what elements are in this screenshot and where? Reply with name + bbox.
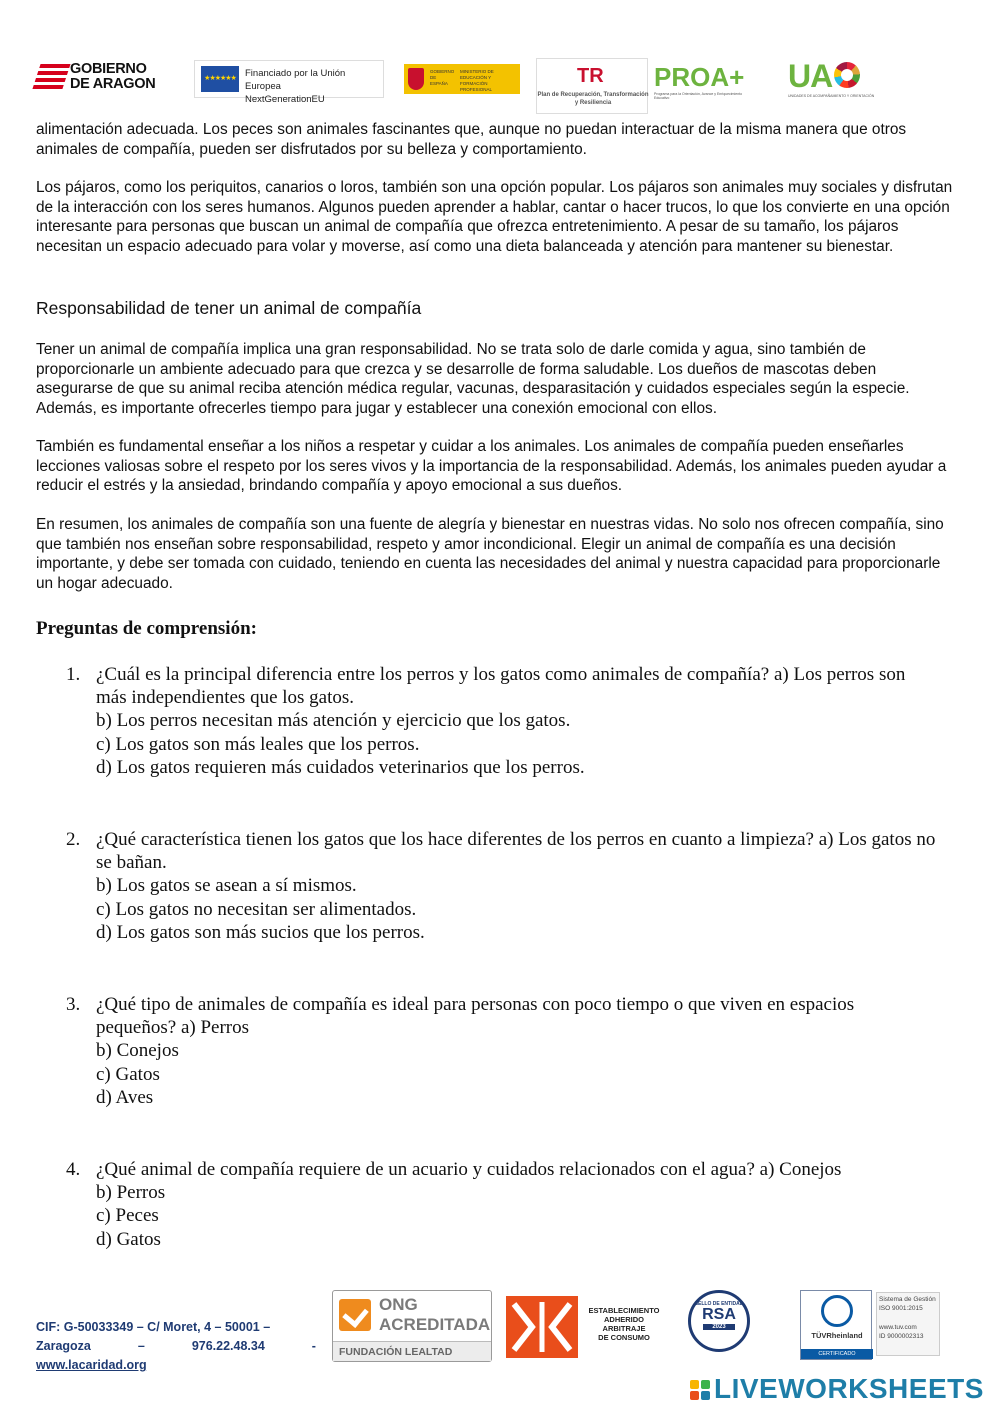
sdg-ring-icon [834,62,860,88]
liveworksheets-text: LIVEWORKSHEETS [714,1373,984,1404]
paragraph-peces: alimentación adecuada. Los peces son animales fascinantes que, aunque no puedan interactuar de la misma manera que otros animales de compañía, pueden ser disfrutados por su belleza y comportamiento. [36,121,907,158]
tuv-info4: ID 9000002313 [879,1333,924,1340]
option-b: b) Los gatos se asean a sí mismos. [96,875,357,897]
eu-line1: Financiado por la Unión Europea [245,68,346,92]
uao-text: UA [788,58,833,94]
questions-title: Preguntas de comprensión: [36,618,257,639]
est-line2: ADHERIDO [603,1315,644,1324]
option-d: d) Los gatos son más sucios que los perros. [96,921,425,943]
footer-contact [36,1318,316,1375]
rsa-seal [688,1290,750,1352]
uao-subtitle: UNIDADES DE ACOMPAÑAMIENTO Y ORIENTACIÓN [788,94,875,98]
est-line3: ARBITRAJE [602,1324,646,1333]
ong-line3: FUNDACIÓN LEALTAD [333,1341,491,1361]
question-text: ¿Qué tipo de animales de compañía es ideal para personas con poco tiempo o que viven en espacios pequeños? a) Perros [96,994,855,1039]
eu-line2: NextGenerationEU [245,94,325,105]
plan-recuperacion-logo [536,58,648,114]
contact-dash2: - [311,1339,316,1353]
contact-line1: CIF: G-50033349 – C/ Moret, 4 – 50001 – [36,1320,271,1334]
section-heading: Responsabilidad de tener un animal de compañía [36,298,422,318]
option-d: d) Aves [96,1086,154,1108]
header-logos [36,58,966,116]
eu-flag-icon: ★★★★★★ [201,66,239,92]
arbitraje-consumo-badge [506,1296,666,1358]
paragraph-pajaros: Los pájaros, como los periquitos, canarios o loros, también son una opción popular. Los pájaros son animales muy sociales y disfrutan de la interacción con los seres humanos. Algunos pueden aprender a hablar, cantar o hacer trucos, lo que los convierte en una opción interesante para personas que buscan un animal de compañía que ofrezca entretenimiento. A pesar de su tamaño, los pájaros necesitan un espacio adecuado para volar y moverse, así como una dieta balanceada y atención para mantener su bienestar. [36,179,953,255]
plan-mark: TR [577,65,604,87]
tuv-info1: Sistema de Gestión [879,1296,936,1303]
proa-subtitle: Programa para la Orientación, Avance y Enriquecimiento Educativo [654,92,743,100]
tuv-name: TÜVRheinland [811,1331,863,1340]
proa-text: PROA+ [654,62,745,92]
tuv-info3: www.tuv.com [879,1324,917,1331]
option-d: d) Gatos [96,1228,161,1250]
contact-dash: – [137,1339,145,1353]
option-c: c) Los gatos no necesitan ser alimentados. [96,898,417,920]
rsa-year: 2023 [703,1324,735,1330]
aragon-flag-icon [31,64,70,92]
est-line4: DE CONSUMO [598,1333,650,1342]
question-number: 4. [66,1159,81,1180]
gobierno-aragon-logo [36,60,176,98]
tuv-cert: CERTIFICADO [801,1349,873,1359]
ministerio-right-text: MINISTERIO DE EDUCACIÓN Y FORMACIÓN PROFESIONAL [460,69,494,92]
question-number: 1. [66,664,81,685]
option-b: b) Perros [96,1182,166,1204]
question-text: ¿Qué animal de compañía requiere de un acuario y cuidados relacionados con el agua? a) Conejos [96,1159,842,1180]
option-c: c) Los gatos son más leales que los perros. [96,733,420,755]
gobierno-line1: GOBIERNO [70,61,147,77]
option-b: b) Conejos [96,1040,179,1062]
ministerio-left-text: GOBIERNO DE ESPAÑA [430,69,455,86]
eu-funding-logo [194,60,384,105]
option-b: b) Los perros necesitan más atención y ejercicio que los gatos. [96,710,571,732]
liveworksheets-icon [690,1380,710,1400]
tuv-info2: ISO 9001:2015 [879,1305,923,1312]
tuv-logo-icon [821,1295,853,1327]
contact-city: Zaragoza [36,1339,91,1353]
paragraph-ninos: También es fundamental enseñar a los niños a respetar y cuidar a los animales. Los animales de compañía pueden enseñarles lecciones valiosas sobre el respeto por los seres vivos y la importancia de la responsabilidad. Además, los animales pueden ayudar a reducir el estrés y la ansiedad, brindando compañía y apoyo emocional a sus dueños. [36,438,947,494]
question-text: ¿Qué característica tienen los gatos que los hace diferentes de los perros en cuanto a limpieza? a) Los gatos no se bañan. [96,829,936,874]
gobierno-line2: DE ARAGON [70,76,156,92]
ministerio-logo [404,64,520,94]
website-link[interactable]: www.lacaridad.org [36,1358,147,1372]
paragraph-resumen: En resumen, los animales de compañía son una fuente de alegría y bienestar en nuestras vidas. No solo nos ofrecen compañía, sino que también nos enseñan sobre responsabilidad, respeto y amor incondicional. Elegir un animal de compañía es una decisión importante, y debe ser tomada con cuidado, teniendo en cuenta las necesidades del animal y nuestra capacidad para proporcionarle un hogar adecuado. [36,516,944,592]
est-line1: ESTABLECIMIENTO [588,1306,660,1315]
uao-logo [788,58,878,102]
proa-logo [654,62,754,102]
contact-phone: 976.22.48.34 [191,1339,265,1353]
option-c: c) Gatos [96,1063,160,1085]
ong-acreditada-badge [332,1290,492,1362]
check-icon [339,1299,371,1331]
rsa-top: SELLO DE ENTIDAD [694,1301,744,1307]
option-d: d) Los gatos requieren más cuidados veterinarios que los perros. [96,756,585,778]
question-number: 2. [66,829,81,850]
tuv-certificate [800,1290,940,1360]
liveworksheets-brand [690,1372,990,1406]
rsa-mid: RSA [702,1306,736,1323]
plan-text: Plan de Recuperación, Transformación y Resiliencia [537,92,649,106]
question-number: 3. [66,994,81,1015]
option-c: c) Peces [96,1205,159,1227]
ong-line2: ACREDITADA [379,1315,491,1334]
question-text: ¿Cuál es la principal diferencia entre los perros y los gatos como animales de compañía? a) Los perros son más independientes que los gatos. [96,664,906,709]
arbitraje-icon [506,1296,578,1358]
spain-shield-icon [408,68,424,90]
paragraph-responsabilidad: Tener un animal de compañía implica una gran responsabilidad. No se trata solo de darle comida y agua, sino también de proporcionarle un ambiente adecuado para que crezca y se desarrolle de forma saludable. Los dueños de mascotas deben asegurarse de que su animal reciba atención médica regular, vacunas, desparasitación y cuidados especiales según la especie. Además, es importante ofrecerles tiempo para jugar y establecer una conexión emocional con ellos. [36,341,910,417]
ong-line1: ONG [379,1295,418,1314]
